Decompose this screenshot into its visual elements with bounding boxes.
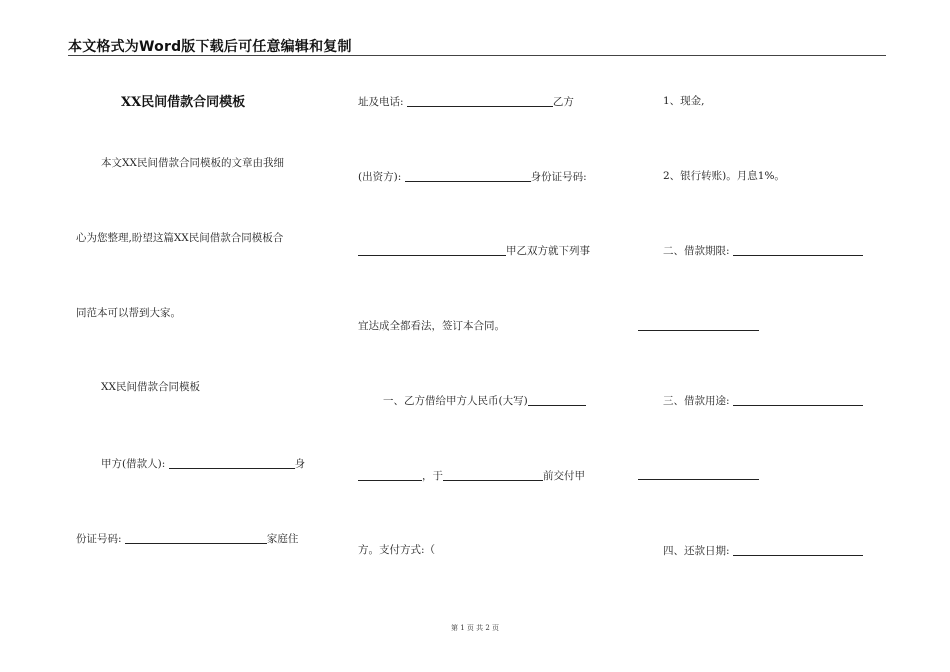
- intro-line-3: 同范本可以帮到大家。: [76, 307, 181, 319]
- party-a-label: 甲方(借款人):: [101, 458, 166, 470]
- clause1-mid: ，于: [422, 470, 443, 482]
- cash-option: 1、现金,: [663, 95, 705, 107]
- lender-blank[interactable]: [405, 170, 531, 182]
- pay-method-line: 方。支付方式:（: [358, 544, 436, 556]
- header-text: 本文格式为Word版下载后可任意编辑和复制: [68, 39, 352, 55]
- address-tail: 乙方: [552, 96, 574, 108]
- purpose-label: 三、借款用途:: [663, 395, 730, 407]
- page-number: 第 1 页 共 2 页: [450, 624, 500, 632]
- lender-label: (出资方):: [358, 171, 402, 183]
- party-a-line: [101, 457, 305, 471]
- intro-line-1: 本文XX民间借款合同模板的文章由我细: [101, 157, 284, 169]
- term-blank-line-2[interactable]: [638, 330, 759, 331]
- bank-option: 2、银行转账)。月息1%。: [663, 170, 785, 182]
- term-label: 二、借款期限:: [663, 245, 730, 257]
- clause1-line: [383, 394, 586, 408]
- intro-line-2: 心为您整理,盼望这篇XX民间借款合同模板合: [76, 232, 284, 244]
- address-blank[interactable]: [407, 95, 553, 107]
- party-a-tail: 身: [294, 458, 306, 470]
- clause1-date-blank[interactable]: [443, 469, 543, 481]
- agree-blank[interactable]: [358, 244, 506, 256]
- clause1-line-2: [358, 469, 585, 483]
- repay-blank[interactable]: [733, 544, 863, 556]
- purpose-line: [663, 394, 863, 408]
- id-tail: 家庭住: [266, 533, 299, 545]
- id-line: [76, 532, 298, 546]
- term-blank[interactable]: [733, 244, 863, 256]
- address-line: [358, 95, 574, 109]
- party-a-blank[interactable]: [169, 457, 295, 469]
- clause1-label: 一、乙方借给甲方人民币(大写): [383, 395, 528, 407]
- clause1-tail: 前交付甲: [543, 470, 585, 482]
- page-header: [68, 36, 886, 56]
- term-line: [663, 244, 863, 258]
- purpose-blank-line-2[interactable]: [638, 479, 759, 480]
- address-label: 址及电话:: [358, 96, 404, 108]
- subtitle: XX民间借款合同模板: [101, 381, 200, 393]
- lender-tail: 身份证号码:: [530, 171, 587, 183]
- id-label: 份证号码:: [76, 533, 122, 545]
- repay-line: [663, 544, 863, 558]
- agree-line-2: 宜达成全都看法，签订本合同。: [358, 320, 505, 332]
- lender-line: [358, 170, 587, 184]
- clause1-amount-blank[interactable]: [528, 394, 586, 406]
- purpose-blank[interactable]: [733, 394, 863, 406]
- document-title: XX民间借款合同模板: [121, 95, 246, 110]
- repay-label: 四、还款日期:: [663, 545, 730, 557]
- clause1-amount-blank-2[interactable]: [358, 469, 422, 481]
- agree-line: [358, 244, 590, 258]
- agree-tail: 甲乙双方就下列事: [506, 245, 590, 257]
- id-blank[interactable]: [125, 532, 267, 544]
